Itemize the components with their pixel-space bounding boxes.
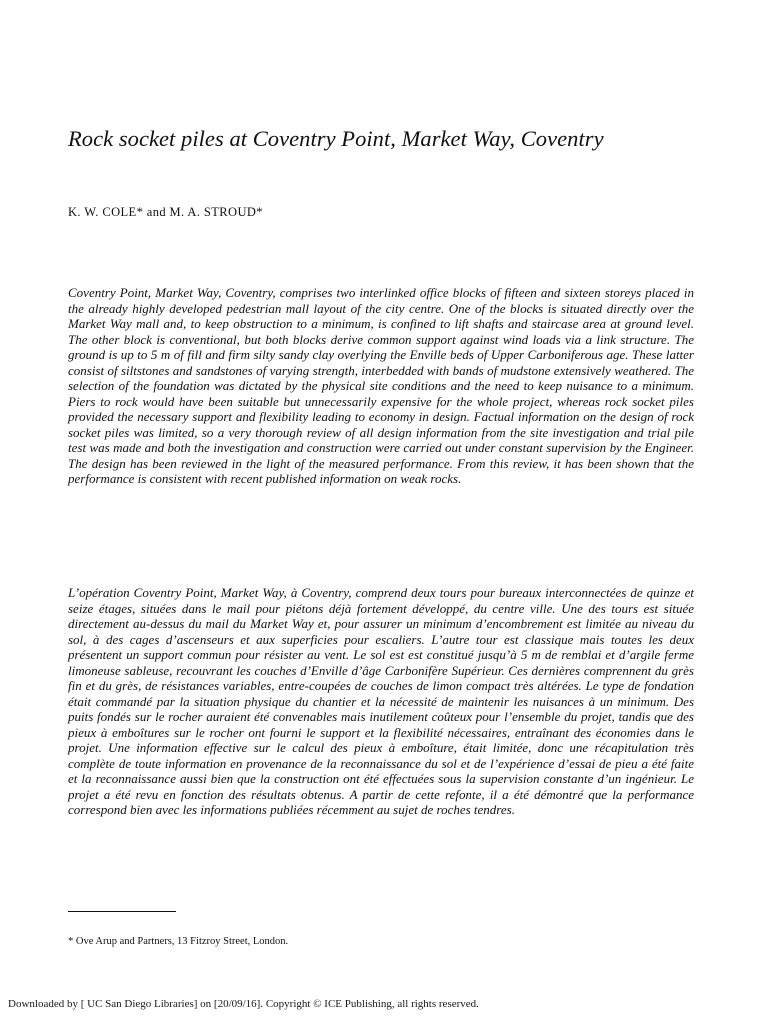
download-notice: Downloaded by [ UC San Diego Libraries] on [20/09/16]. Copyright © ICE Publishing, all rights reserved. [8,998,479,1010]
abstract-french: L’opération Coventry Point, Market Way, à Coventry, comprend deux tours pour bureaux interconnectées de quinze et seize étages, situées dans le mail pour piétons déjà fortement développé, du centre ville. Une des tours est située directement au-dessus du mail du Market Way et, pour assurer un minimum d’encombrement est limitée au niveau du sol, à des cages d’ascenseurs et aux superficies pour escaliers. L’autre tour est classique mais toutes les deux présentent un support commun pour résister au vent. Le sol est est constitué jusqu’à 5 m de remblai et d’argile ferme limoneuse sableuse, recouvrant les couches d’Enville d’âge Carbonifère Supérieur. Ces dernières comprennent du grès fin et du grès, de résistances variables, entre-coupées de couches de limon compact très altérées. Le type de fondation était commandé par la situation physique du chantier et la nécessité de maintenir les nuisances à un minimum. Des puits fondés sur le rocher auraient été convenables mais inutilement coûteux pour l’ensemble du projet, tandis que des pieux à emboîtures sur le rocher ont fourni le support et la flexibilité nécessaires, entraînant des économies dans le projet. Une information effective sur le calcul des pieux à emboîture, était limitée, donc une récapitulation très complète de toute information en provenance de la reconnaissance du sol et de l’expérience d’essai de pieu a été faite et la reconnaissance aussi bien que la construction ont été effectuées sous la supervision constante d’un ingénieur. Le projet a été revu en fonction des résultats obtenus. A partir de cette refonte, il a été démontré que la performance correspond bien avec les informations publiées récemment au sujet de roches tendres. [68,585,694,817]
footnote-divider [68,911,176,912]
author-affiliation-footnote: * Ove Arup and Partners, 13 Fitzroy Street, London. [68,936,289,947]
abstract-english: Coventry Point, Market Way, Coventry, comprises two interlinked office blocks of fifteen and sixteen storeys placed in the already highly developed pedestrian mall layout of the city centre. One of the blocks is situated directly over the Market Way mall and, to keep obstruction to a minimum, is confined to lift shafts and staircase area at ground level. The other block is conventional, but both blocks derive common support against wind loads via a link structure. The ground is up to 5 m of fill and firm silty sandy clay overlying the Enville beds of Upper Carboniferous age. These latter consist of siltstones and sandstones of varying strength, interbedded with bands of mudstone extensively weathered. The selection of the foundation was dictated by the physical site conditions and the need to keep nuisance to a minimum. Piers to rock would have been suitable but unnecessarily expensive for the whole project, whereas rock socket piles provided the necessary support and flexibility leading to economy in design. Factual information on the design of rock socket piles was limited, so a very thorough review of all design information from the site investigation and trial pile test was made and both the investigation and construction were carried out under constant supervision by the Engineer. The design has been reviewed in the light of the measured performance. From this review, it has been shown that the performance is consistent with recent published information on weak rocks. [68,285,694,486]
author-line: K. W. COLE* and M. A. STROUD* [68,205,263,219]
paper-title: Rock socket piles at Coventry Point, Market Way, Coventry [68,126,604,151]
